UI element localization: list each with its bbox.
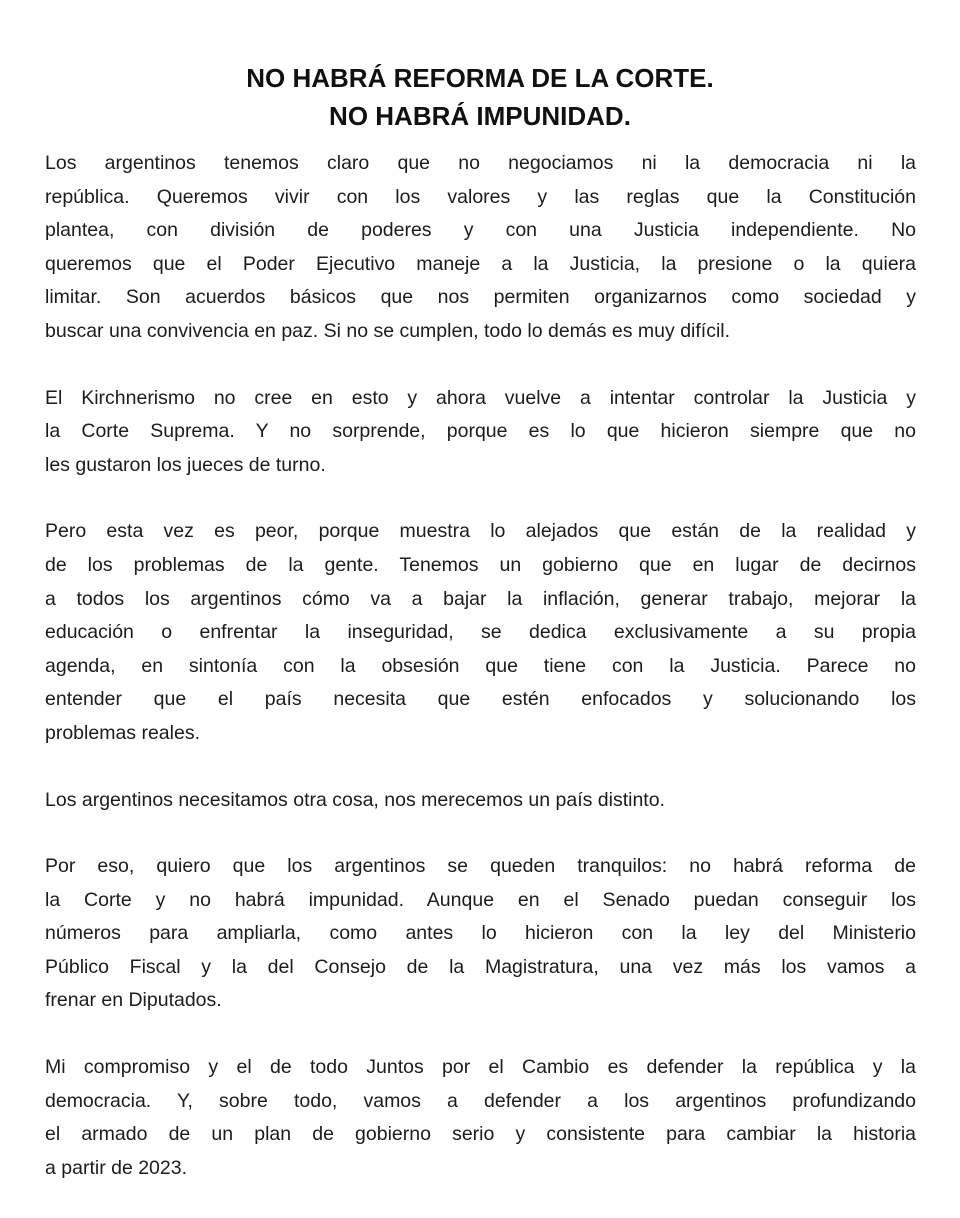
text-line: [45, 181, 916, 215]
text-line-content: queremos que el Poder Ejecutivo maneje a la Justicia, la presione o la quiera: [45, 252, 916, 275]
text-line-content: democracia. Y, sobre todo, vamos a defender a los argentinos profundizando: [45, 1089, 916, 1112]
text-line: [45, 1152, 916, 1186]
text-line-content: les gustaron los jueces de turno.: [45, 453, 326, 476]
text-line: [45, 449, 916, 483]
text-line: [45, 1085, 916, 1119]
text-line: [45, 515, 916, 549]
text-line: [45, 1118, 916, 1152]
text-line-content: a partir de 2023.: [45, 1156, 188, 1179]
text-line-content: frenar en Diputados.: [45, 989, 222, 1012]
text-line: [45, 984, 916, 1018]
text-line-content: Los argentinos necesitamos otra cosa, nos merecemos un país distinto.: [45, 788, 665, 811]
text-line: [45, 549, 916, 583]
text-line: [45, 281, 916, 315]
text-line: [45, 884, 916, 918]
text-line: [45, 147, 916, 181]
paragraph-1: [45, 147, 916, 349]
text-line-content: la Corte Suprema. Y no sorprende, porque es lo que hicieron siempre que no: [45, 420, 916, 443]
title-line-2: NO HABRÁ IMPUNIDAD.: [329, 101, 631, 132]
text-line-content: Mi compromiso y el de todo Juntos por el Cambio es defender la república y la: [45, 1056, 916, 1079]
text-line-content: plantea, con división de poderes y con una Justicia independiente. No: [45, 219, 916, 242]
paragraph-2: [45, 382, 916, 483]
text-line: [45, 382, 916, 416]
text-line: [45, 850, 916, 884]
text-line-content: números para ampliarla, como antes lo hicieron con la ley del Ministerio: [45, 922, 916, 945]
text-line: [45, 683, 916, 717]
text-line: [45, 583, 916, 617]
text-line: [45, 616, 916, 650]
text-line-content: Los argentinos tenemos claro que no negociamos ni la democracia ni la: [45, 152, 916, 174]
text-line-content: El Kirchnerismo no cree en esto y ahora vuelve a intentar controlar la Justicia y: [45, 386, 916, 409]
text-line-content: entender que el país necesita que estén enfocados y solucionando los: [45, 688, 916, 711]
text-line-content: Por eso, quiero que los argentinos se queden tranquilos: no habrá reforma de: [45, 855, 916, 878]
text-line: [45, 951, 916, 985]
text-line-content: educación o enfrentar la inseguridad, se dedica exclusivamente a su propia: [45, 621, 916, 644]
text-line-content: la Corte y no habrá impunidad. Aunque en el Senado puedan conseguir los: [45, 888, 916, 911]
text-line: [45, 650, 916, 684]
text-line-content: el armado de un plan de gobierno serio y consistente para cambiar la historia: [45, 1123, 916, 1146]
text-line-content: a todos los argentinos cómo va a bajar la inflación, generar trabajo, mejorar la: [45, 587, 916, 610]
text-line-content: problemas reales.: [45, 721, 200, 744]
text-line-content: buscar una convivencia en paz. Si no se cumplen, todo lo demás es muy difícil.: [45, 319, 731, 342]
text-line-content: limitar. Son acuerdos básicos que nos permiten organizarnos como sociedad y: [45, 286, 916, 309]
paragraph-5: [45, 850, 916, 1018]
text-line-content: Pero esta vez es peor, porque muestra lo alejados que están de la realidad y: [45, 520, 916, 543]
text-line-content: república. Queremos vivir con los valores y las reglas que la Constitución: [45, 185, 916, 208]
document-title: [0, 59, 960, 135]
text-line: [45, 1051, 916, 1085]
document-body: [45, 147, 916, 1218]
text-line-content: de los problemas de la gente. Tenemos un gobierno que en lugar de decirnos: [45, 553, 916, 576]
text-line: [45, 214, 916, 248]
text-line: [45, 415, 916, 449]
text-line: [45, 315, 916, 349]
text-line: [45, 248, 916, 282]
text-line-content: Público Fiscal y la del Consejo de la Magistratura, una vez más los vamos a: [45, 955, 916, 978]
title-line-1: NO HABRÁ REFORMA DE LA CORTE.: [246, 63, 714, 94]
paragraph-4: [45, 784, 916, 818]
text-line: [45, 784, 916, 818]
paragraph-6: [45, 1051, 916, 1185]
paragraph-3: [45, 515, 916, 750]
text-line: [45, 717, 916, 751]
text-line-content: agenda, en sintonía con la obsesión que tiene con la Justicia. Parece no: [45, 654, 916, 677]
text-line: [45, 917, 916, 951]
